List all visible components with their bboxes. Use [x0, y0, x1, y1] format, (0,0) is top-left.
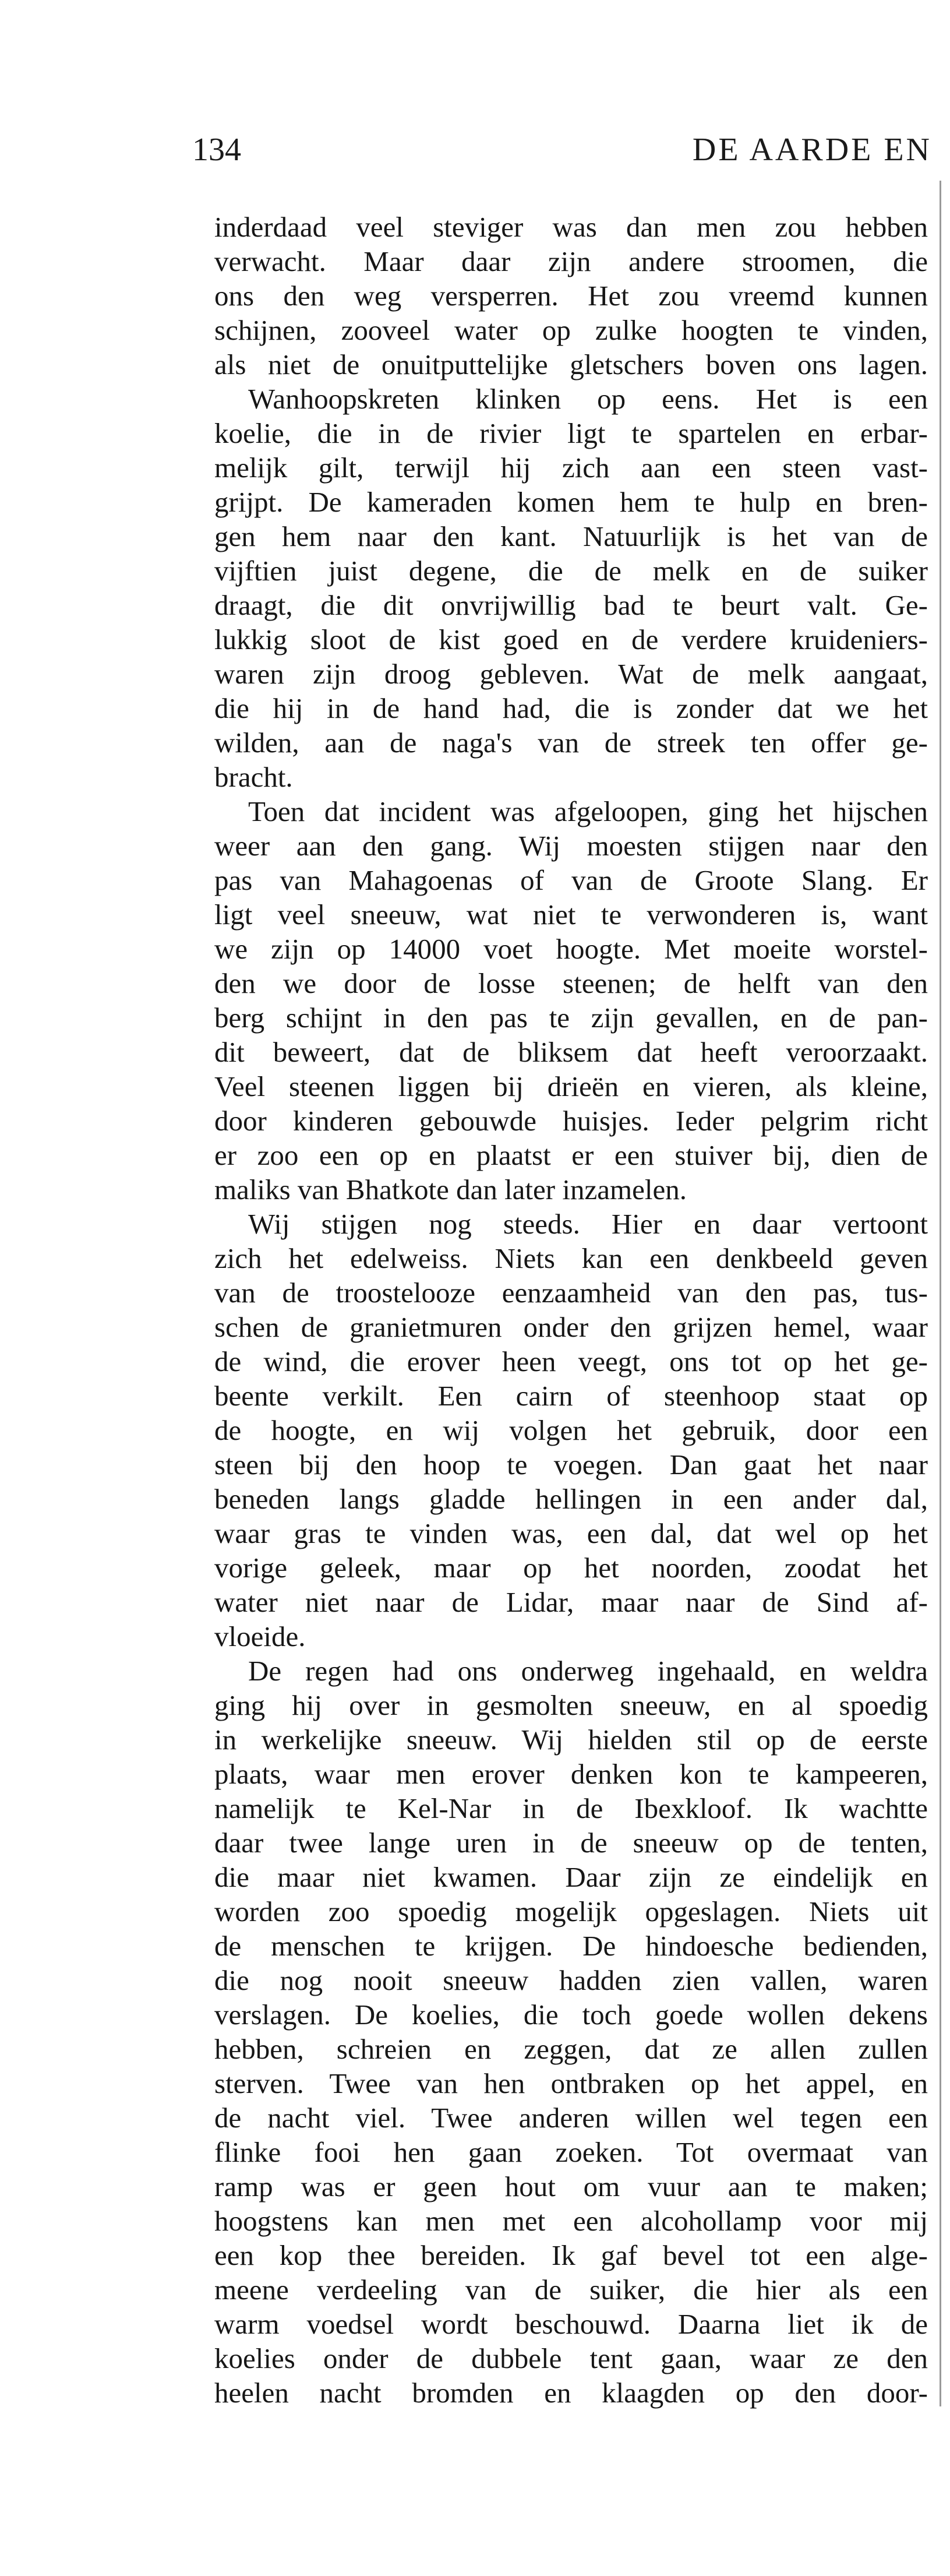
- text-line: schen de granietmuren onder den grijzen hemel, waar: [214, 1311, 928, 1343]
- text-line: sterven. Twee van hen ontbraken op het appel, en: [214, 2067, 928, 2099]
- text-line: als niet de onuitputtelijke gletschers boven ons lagen.: [214, 348, 928, 380]
- text-line: lukkig sloot de kist goed en de verdere kruideniers-: [214, 623, 928, 656]
- text-line: die hij in de hand had, die is zonder dat we het: [214, 692, 928, 724]
- text-line: beneden langs gladde hellingen in een ander dal,: [214, 1483, 928, 1515]
- text-line: van de troostelooze eenzaamheid van den pas, tus-: [214, 1277, 928, 1309]
- text-line: waren zijn droog gebleven. Wat de melk aangaat,: [214, 658, 928, 690]
- text-line: een kop thee bereiden. Ik gaf bevel tot een alge-: [214, 2239, 928, 2271]
- text-line: worden zoo spoedig mogelijk opgeslagen. Niets uit: [214, 1895, 928, 1927]
- text-line: Toen dat incident was afgeloopen, ging het hijschen: [248, 795, 928, 827]
- text-line: verwacht. Maar daar zijn andere stroomen, die: [214, 245, 928, 277]
- text-line: maliks van Bhatkote dan later inzamelen.: [214, 1174, 687, 1206]
- body-text: [214, 210, 928, 2410]
- text-line: heelen nacht bromden en klaagden op den door-: [214, 2377, 928, 2409]
- text-line: koelie, die in de rivier ligt te spartelen en erbar-: [214, 417, 928, 449]
- text-line: water niet naar de Lidar, maar naar de Sind af-: [214, 1586, 928, 1618]
- text-line: door kinderen gebouwde huisjes. Ieder pelgrim richt: [214, 1105, 928, 1137]
- text-line: in werkelijke sneeuw. Wij hielden stil op de eerste: [214, 1724, 928, 1756]
- right-margin-rule: [940, 181, 941, 2406]
- text-line: beente verkilt. Een cairn of steenhoop staat op: [214, 1380, 928, 1412]
- page-header: [192, 131, 949, 184]
- text-line: koelies onder de dubbele tent gaan, waar ze den: [214, 2342, 928, 2374]
- text-line: vorige geleek, maar op het noorden, zoodat het: [214, 1552, 928, 1584]
- text-line: steen bij den hoop te voegen. Dan gaat het naar: [214, 1449, 928, 1481]
- text-line: plaats, waar men erover denken kon te kampeeren,: [214, 1758, 928, 1790]
- text-line: flinke fooi hen gaan zoeken. Tot overmaat van: [214, 2136, 928, 2168]
- text-line: draagt, die dit onvrijwillig bad te beurt valt. Ge-: [214, 589, 928, 621]
- text-line: zich het edelweiss. Niets kan een denkbeeld geven: [214, 1242, 928, 1274]
- text-line: bracht.: [214, 761, 293, 793]
- text-line: de menschen te krijgen. De hindoesche bedienden,: [214, 1930, 928, 1962]
- text-line: Wij stijgen nog steeds. Hier en daar vertoont: [248, 1208, 928, 1240]
- text-line: ramp was er geen hout om vuur aan te maken;: [214, 2170, 928, 2203]
- text-line: berg schijnt in den pas te zijn gevallen, en de pan-: [214, 1002, 928, 1034]
- text-line: hebben, schreien en zeggen, dat ze allen zullen: [214, 2033, 928, 2065]
- text-line: de nacht viel. Twee anderen willen wel tegen een: [214, 2102, 928, 2134]
- text-line: hoogstens kan men met een alcohollamp voor mij: [214, 2205, 928, 2237]
- text-line: ons den weg versperren. Het zou vreemd kunnen: [214, 280, 928, 312]
- text-line: we zijn op 14000 voet hoogte. Met moeite worstel-: [214, 933, 928, 965]
- text-line: grijpt. De kameraden komen hem te hulp en bren-: [214, 486, 928, 518]
- text-line: dit beweert, dat de bliksem dat heeft veroorzaakt.: [214, 1036, 928, 1068]
- text-line: De regen had ons onderweg ingehaald, en weldra: [248, 1655, 928, 1687]
- page-number: 134: [192, 132, 241, 168]
- text-line: Veel steenen liggen bij drieën en vieren, als kleine,: [214, 1070, 928, 1102]
- text-line: de hoogte, en wij volgen het gebruik, door een: [214, 1414, 928, 1446]
- text-line: namelijk te Kel-Nar in de Ibexkloof. Ik wachtte: [214, 1792, 928, 1824]
- text-line: daar twee lange uren in de sneeuw op de tenten,: [214, 1827, 928, 1859]
- text-line: er zoo een op en plaatst er een stuiver bij, dien de: [214, 1139, 928, 1171]
- text-line: die nog nooit sneeuw hadden zien vallen, waren: [214, 1964, 928, 1996]
- text-line: meene verdeeling van de suiker, die hier als een: [214, 2274, 928, 2306]
- text-line: de wind, die erover heen veegt, ons tot op het ge-: [214, 1345, 928, 1377]
- running-head: DE AARDE EN: [692, 132, 932, 168]
- text-line: gen hem naar den kant. Natuurlijk is het van de: [214, 520, 928, 552]
- text-line: pas van Mahagoenas of van de Groote Slang. Er: [214, 864, 928, 896]
- text-line: wilden, aan de naga's van de streek ten offer ge-: [214, 727, 928, 759]
- text-line: melijk gilt, terwijl hij zich aan een steen vast-: [214, 452, 928, 484]
- text-line: vloeide.: [214, 1620, 306, 1652]
- text-line: vijftien juist degene, die de melk en de suiker: [214, 555, 928, 587]
- text-line: ligt veel sneeuw, wat niet te verwonderen is, want: [214, 898, 928, 931]
- text-line: die maar niet kwamen. Daar zijn ze eindelijk en: [214, 1861, 928, 1893]
- text-line: Wanhoopskreten klinken op eens. Het is een: [248, 383, 928, 415]
- text-line: verslagen. De koelies, die toch goede wollen dekens: [214, 1999, 928, 2031]
- text-line: waar gras te vinden was, een dal, dat wel op het: [214, 1517, 928, 1549]
- text-line: weer aan den gang. Wij moesten stijgen naar den: [214, 830, 928, 862]
- text-line: warm voedsel wordt beschouwd. Daarna liet ik de: [214, 2308, 928, 2340]
- text-line: schijnen, zooveel water op zulke hoogten te vinden,: [214, 314, 928, 346]
- text-line: inderdaad veel steviger was dan men zou hebben: [214, 211, 928, 243]
- text-line: den we door de losse steenen; de helft van den: [214, 967, 928, 999]
- text-line: ging hij over in gesmolten sneeuw, en al spoedig: [214, 1689, 928, 1721]
